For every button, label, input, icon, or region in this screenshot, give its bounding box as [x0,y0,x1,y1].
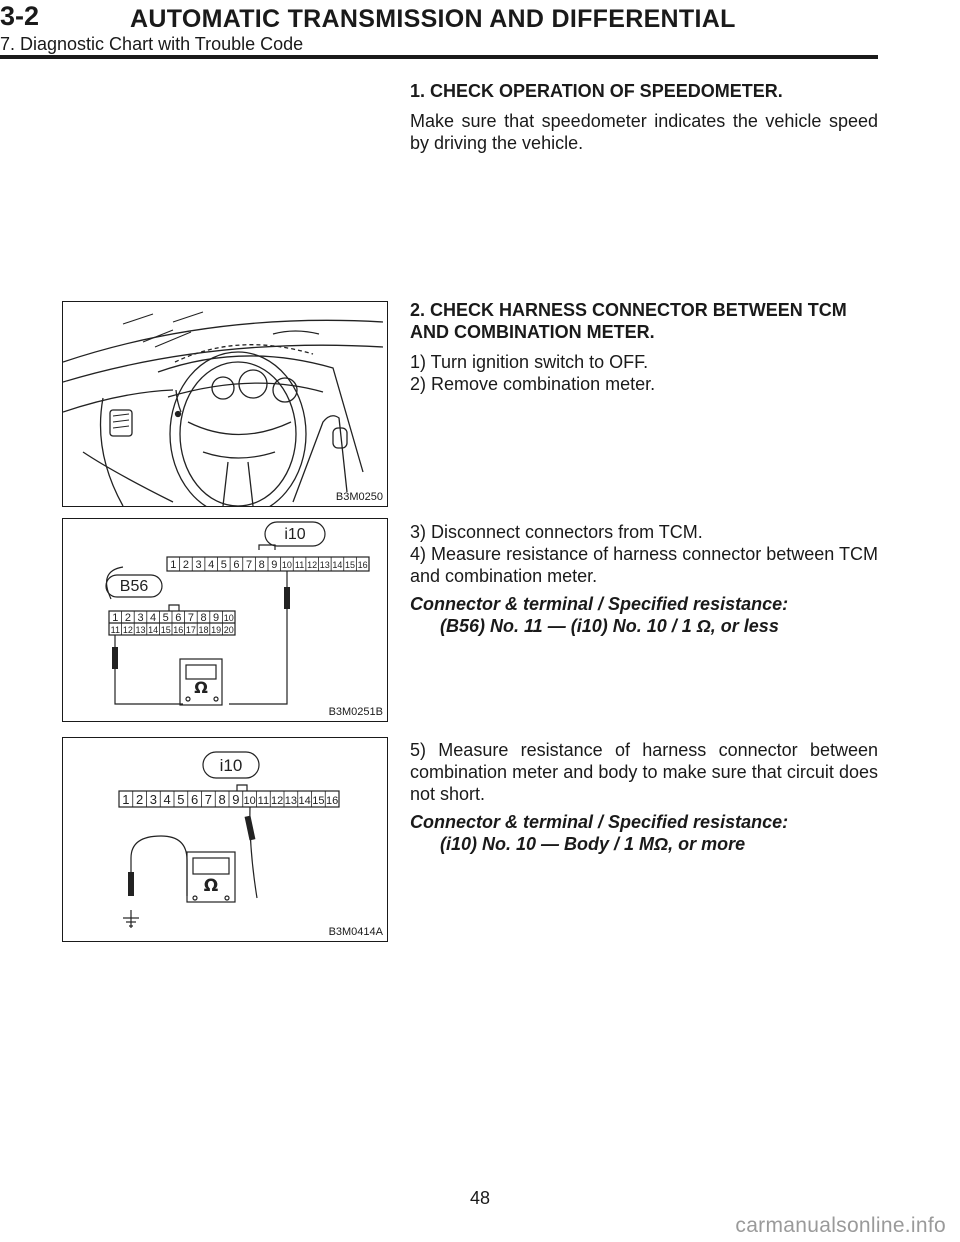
step-2-line-2: 2) Remove combination meter. [410,374,656,394]
pin-number: 2 [182,559,189,571]
pin-number: 19 [211,625,222,635]
figure-caption: B3M0250 [335,491,383,503]
pin-number: 13 [319,560,330,570]
pin-number: 2 [136,792,144,807]
test-probe-left [112,647,118,669]
pin-number: 6 [191,792,199,807]
pin-number: 3 [195,559,202,571]
page-subtitle: 7. Diagnostic Chart with Trouble Code [0,34,304,54]
pin-number: 17 [185,625,196,635]
connector-diagram [63,738,387,941]
spec-value: (i10) No. 10 — Body / 1 MΩ, or more [440,834,746,854]
pin-number: 6 [233,559,240,571]
step-1 [410,80,878,154]
pin-number: 10 [243,795,256,807]
pin-number: 1 [122,792,130,807]
spec-label: Connector & terminal / Specified resistance: [410,594,789,614]
watermark: carmanualsonline.info [735,1214,946,1237]
pin-number: 2 [124,612,131,624]
step-4-text: 4) Measure resistance of harness connector between TCM and combination meter. [410,544,878,586]
pin-number: 14 [298,795,311,807]
pin-number: 13 [135,625,146,635]
pin-number: 16 [357,560,368,570]
figure-caption: B3M0251B [328,706,383,718]
pin-number: 15 [312,795,325,807]
i10-label: i10 [219,756,243,775]
pin-number: 6 [175,612,182,624]
pin-number: 5 [162,612,169,624]
pin-number: 5 [177,792,185,807]
i10-label: i10 [284,526,306,543]
pin-number: 1 [112,612,119,624]
pin-number: 4 [208,559,215,571]
pin-number: 8 [218,792,226,807]
pin-number: 3 [137,612,144,624]
pin-number: 4 [163,792,171,807]
pin-number: 4 [150,612,157,624]
pin-number: 7 [187,612,194,624]
pin-number: 11 [257,795,270,807]
step-3-4 [410,521,878,637]
pin-number: 8 [200,612,207,624]
step-5-text: 5) Measure resistance of harness connector between combination meter and body to make sure that circuit does not short. [410,740,878,804]
test-probe-right [284,587,290,609]
step-2 [410,299,878,395]
pin-number: 9 [232,792,240,807]
test-probe-right [245,816,256,841]
test-probe-left [128,872,134,896]
ohm-symbol: Ω [194,678,208,697]
pin-number: 16 [326,795,339,807]
pin-number: 8 [258,559,265,571]
page-number: 48 [469,1188,491,1208]
figure-caption: B3M0414A [328,926,383,938]
pin-number: 20 [223,625,234,635]
pin-number: 11 [110,625,120,635]
step-1-heading: 1. CHECK OPERATION OF SPEEDOMETER. [410,81,783,101]
pin-number: 9 [213,612,220,624]
step-2-line-1: 1) Turn ignition switch to OFF. [410,352,649,372]
pin-number: 15 [160,625,171,635]
figure-connectors-b56-i10 [62,518,388,722]
pin-number: 7 [204,792,212,807]
pin-number: 10 [281,560,292,570]
pin-number: 7 [246,559,253,571]
section-number: 3-2 [0,1,40,31]
pin-number: 12 [307,560,318,570]
pin-number: 18 [198,625,209,635]
pin-number: 12 [271,795,284,807]
step-3-line-1: 3) Disconnect connectors from TCM. [410,522,703,542]
pin-number: 9 [271,559,278,571]
pin-number: 14 [148,625,159,635]
figure-dashboard [62,301,388,507]
pin-number: 1 [170,559,177,571]
spec-value: (B56) No. 11 — (i10) No. 10 / 1 Ω, or less [440,616,779,636]
ohm-symbol: Ω [203,876,219,896]
spec-label: Connector & terminal / Specified resistance: [410,812,789,832]
b56-label: B56 [119,578,149,595]
header-rule [0,55,878,59]
step-2-heading: 2. CHECK HARNESS CONNECTOR BETWEEN TCM AND COMBINATION METER. [410,300,847,342]
figure-connector-i10-body [62,737,388,942]
pin-number: 13 [284,795,297,807]
pin-number: 16 [173,625,184,635]
pin-number: 15 [345,560,356,570]
pin-number: 12 [122,625,133,635]
pin-number: 10 [223,613,234,623]
connector-diagram [63,519,387,721]
page-title: AUTOMATIC TRANSMISSION AND DIFFERENTIAL [130,5,736,33]
pin-number: 3 [149,792,157,807]
pin-number: 14 [332,560,343,570]
step-5 [410,739,878,855]
pin-number: 11 [294,560,305,570]
pin-number: 5 [220,559,227,571]
step-1-text: Make sure that speedometer indicates the vehicle speed by driving the vehicle. [410,111,878,153]
dashboard-illustration [63,302,387,506]
